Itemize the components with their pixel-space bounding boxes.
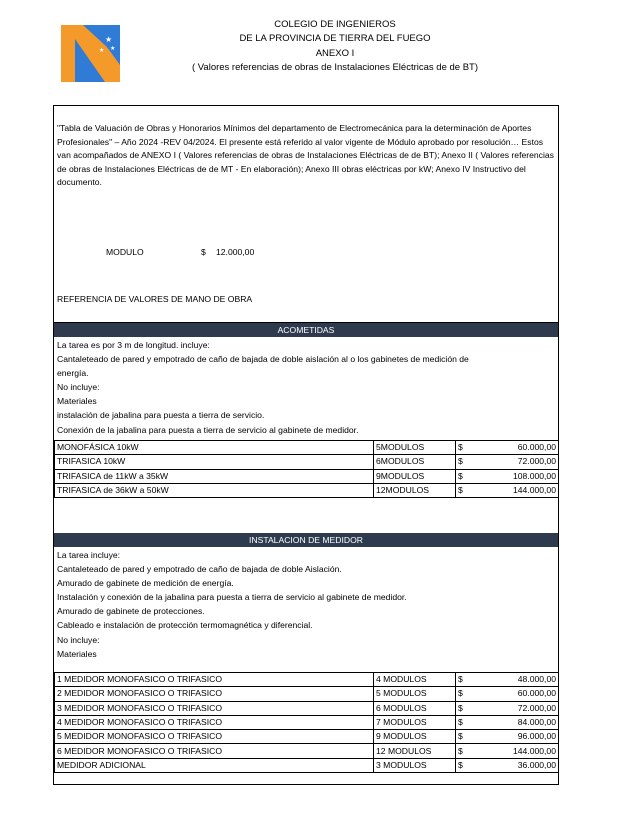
modules-cell: 4 MODULOS [374, 673, 456, 687]
currency-cell: $ [456, 441, 471, 455]
currency-cell: $ [456, 730, 471, 744]
header-line-1: COLEGIO DE INGENIEROS [274, 19, 396, 30]
price-cell: 60.000,00 [470, 441, 559, 455]
colegio-logo [61, 25, 120, 82]
svg-text:★: ★ [105, 35, 113, 44]
item-cell: TRIFASICA de 11kW a 35kW [55, 469, 374, 483]
price-cell: 36.000,00 [470, 758, 559, 772]
item-cell: 6 MEDIDOR MONOFASICO O TRIFASICO [55, 744, 374, 758]
modules-cell: 5MODULOS [374, 441, 456, 455]
table-row [55, 673, 559, 687]
modulo-label: MODULO [106, 247, 144, 257]
intro-paragraph: "Tabla de Valuación de Obras y Honorarios Mínimos del departamento de Electromecánica para la determinación de Aportes Profesionales" – Año 2024 -REV 04/2024. El presente está referido al valor vigente de Módulo aprobado por resolución… Estos van acompañados de ANEXO I ( Valores referencias de obras de Instalaciones Eléctricas de de BT); Anexo II ( Valores referencias de obras de Instalaciones Eléctricas de de MT - En elaboración); Anexo III obras eléctricas por kW; Anexo IV Instructivo del documento. [57, 123, 554, 188]
price-cell: 144.000,00 [470, 483, 559, 497]
description-line: La tarea incluye: [57, 550, 121, 560]
svg-text:★: ★ [99, 47, 105, 54]
price-cell: 72.000,00 [470, 455, 559, 469]
modules-cell: 6MODULOS [374, 455, 456, 469]
description-line: instalación de jabalina para puesta a tierra de servicio. [57, 410, 265, 421]
svg-text:★: ★ [110, 45, 116, 52]
item-cell: 5 MEDIDOR MONOFASICO O TRIFASICO [55, 730, 374, 744]
item-cell: 4 MEDIDOR MONOFASICO O TRIFASICO [55, 715, 374, 729]
currency-cell: $ [456, 701, 471, 715]
description-line: Amurado de gabinete de protecciones. [57, 606, 205, 617]
header-line-2: DE LA PROVINCIA DE TIERRA DEL FUEGO [239, 33, 431, 45]
table-row [55, 758, 559, 772]
description-line: Instalación y conexión de la jabalina para puesta a tierra de servicio al gabinete de medidor. [57, 592, 407, 603]
item-cell: TRIFASICA 10kW [55, 455, 374, 469]
modules-cell: 12 MODULOS [374, 744, 456, 758]
table-row [55, 483, 559, 497]
item-cell: 3 MEDIDOR MONOFASICO O TRIFASICO [55, 701, 374, 715]
section-description-instalacion-medidor [57, 548, 407, 661]
modules-cell: 6 MODULOS [374, 701, 456, 715]
item-cell: MEDIDOR ADICIONAL [55, 758, 374, 772]
document-frame [53, 105, 559, 785]
acometidas-table [54, 440, 559, 498]
description-line: Conexión de la jabalina para puesta a tierra de servicio al gabinete de medidor. [57, 424, 359, 435]
reference-heading: REFERENCIA DE VALORES DE MANO DE OBRA [57, 294, 253, 304]
table-row [55, 469, 559, 483]
description-line: No incluye: [57, 382, 100, 393]
currency-cell: $ [456, 455, 471, 469]
header-line-4: ( Valores referencias de obras de Instalaciones Eléctricas de de BT) [191, 61, 479, 73]
description-line: Materiales [57, 396, 97, 407]
modules-cell: 12MODULOS [374, 483, 456, 497]
section-description-acometidas [57, 338, 469, 437]
table-row [55, 455, 559, 469]
document-header [160, 18, 510, 75]
modules-cell: 5 MODULOS [374, 687, 456, 701]
description-line: Amurado de gabinete de medición de energía. [57, 578, 234, 589]
currency-cell: $ [456, 744, 471, 758]
description-line: Cableado e instalación de protección termomagnética y diferencial. [57, 620, 313, 631]
description-line: energía. [57, 368, 89, 379]
modules-cell: 9 MODULOS [374, 730, 456, 744]
table-row [55, 441, 559, 455]
currency-cell: $ [456, 469, 471, 483]
table-row [55, 715, 559, 729]
description-line: Cantaleteado de pared y empotrado de caño de bajada de doble aislación al o los gabinetes de medición de [57, 354, 469, 365]
instalacion-medidor-table [54, 672, 559, 773]
description-line: Cantaleteado de pared y empotrado de caño de bajada de doble Aislación. [57, 564, 342, 575]
item-cell: MONOFÁSICA 10kW [55, 441, 374, 455]
section-header-acometidas: ACOMETIDAS [54, 323, 558, 337]
price-cell: 72.000,00 [470, 701, 559, 715]
item-cell: 2 MEDIDOR MONOFASICO O TRIFASICO [55, 687, 374, 701]
table-row [55, 744, 559, 758]
table-row [55, 701, 559, 715]
item-cell: TRIFASICA de 36kW a 50kW [55, 483, 374, 497]
modules-cell: 9MODULOS [374, 469, 456, 483]
description-line: La tarea es por 3 m de longitud. incluye: [57, 340, 210, 350]
currency-cell: $ [456, 483, 471, 497]
currency-cell: $ [456, 715, 471, 729]
description-line: No incluye: [57, 634, 100, 645]
item-cell: 1 MEDIDOR MONOFASICO O TRIFASICO [55, 673, 374, 687]
modules-cell: 7 MODULOS [374, 715, 456, 729]
currency-cell: $ [456, 673, 471, 687]
modulo-value: 12.000,00 [216, 247, 255, 257]
description-line: Materiales [57, 648, 97, 659]
price-cell: 84.000,00 [470, 715, 559, 729]
section-header-instalacion-medidor: INSTALACION DE MEDIDOR [54, 533, 558, 547]
currency-cell: $ [456, 687, 471, 701]
header-line-3: ANEXO I [315, 47, 355, 59]
price-cell: 48.000,00 [470, 673, 559, 687]
modules-cell: 3 MODULOS [374, 758, 456, 772]
price-cell: 60.000,00 [470, 687, 559, 701]
currency-cell: $ [456, 758, 471, 772]
table-row [55, 687, 559, 701]
modulo-currency: $ [201, 247, 206, 257]
price-cell: 144.000,00 [470, 744, 559, 758]
table-row [55, 730, 559, 744]
price-cell: 96.000,00 [470, 730, 559, 744]
price-cell: 108.000,00 [470, 469, 559, 483]
